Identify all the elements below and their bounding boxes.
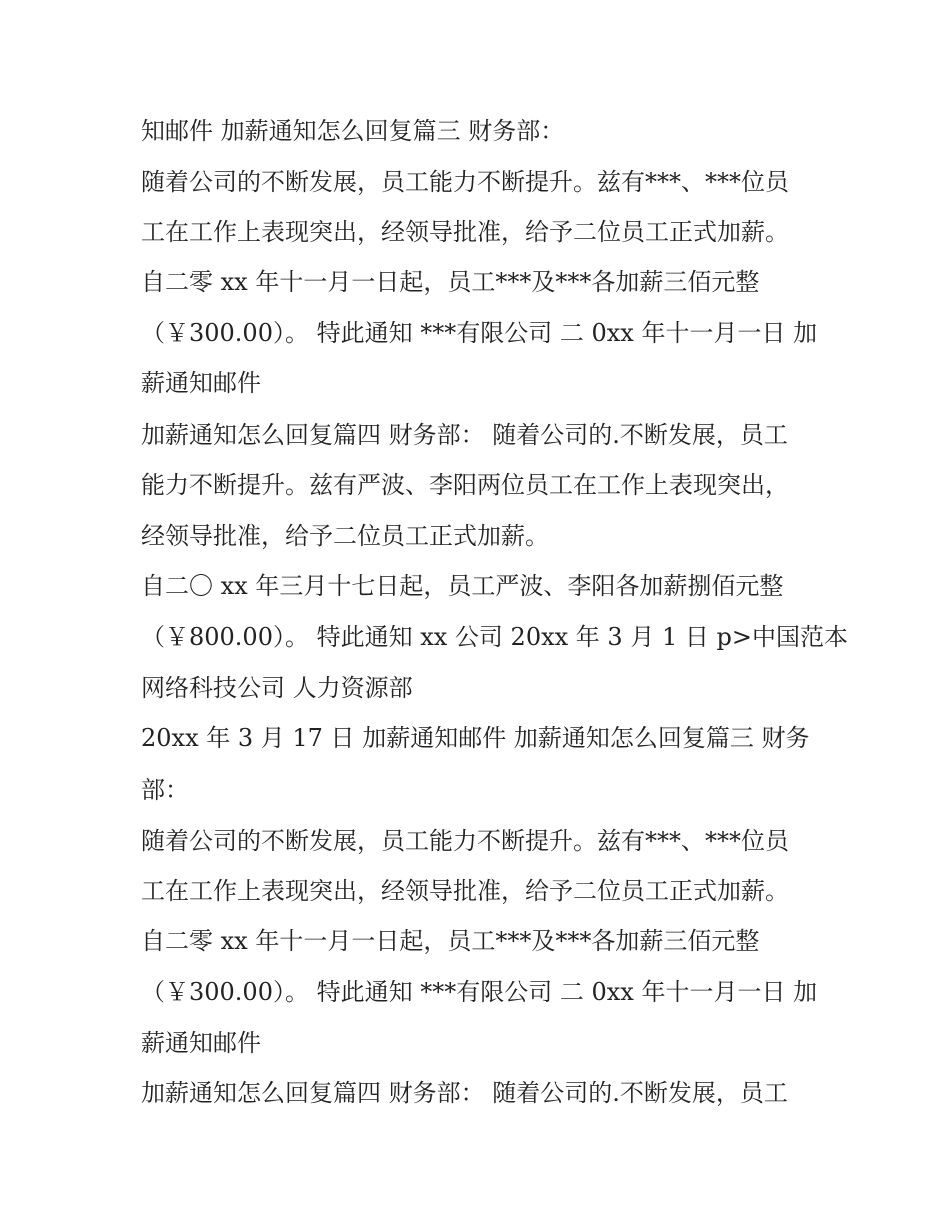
text-line: 网络科技公司 人力资源部 (141, 674, 413, 702)
text-line: 部： (141, 776, 189, 804)
text-line: （￥300.00）。 特此通知 ***有限公司 二 0xx 年十一月一日 加 (141, 319, 818, 347)
text-line: 薪通知邮件 (141, 369, 261, 397)
text-line: 自二〇 xx 年三月十七日起，员工严波、李阳各加薪捌佰元整 (141, 572, 784, 600)
text-line: 自二零 xx 年十一月一日起，员工***及***各加薪三佰元整 (141, 927, 760, 955)
text-line: 加薪通知怎么回复篇四 财务部： 随着公司的.不断发展，员工 (141, 421, 788, 449)
text-line: 随着公司的不断发展，员工能力不断提升。兹有***、***位员 (141, 827, 789, 855)
text-line: （￥300.00）。 特此通知 ***有限公司 二 0xx 年十一月一日 加 (141, 978, 818, 1006)
text-line: 工在工作上表现突出，经领导批准，给予二位员工正式加薪。 (141, 218, 789, 246)
text-line: 知邮件 加薪通知怎么回复篇三 财务部： (141, 117, 565, 145)
text-line: 随着公司的不断发展，员工能力不断提升。兹有***、***位员 (141, 168, 789, 196)
text-line: 20xx 年 3 月 17 日 加薪通知邮件 加薪通知怎么回复篇三 财务 (141, 724, 810, 752)
text-line: 能力不断提升。兹有严波、李阳两位员工在工作上表现突出， (141, 471, 789, 499)
text-line: 经领导批准，给予二位员工正式加薪。 (141, 522, 549, 550)
text-line: （￥800.00）。 特此通知 xx 公司 20xx 年 3 月 1 日 p>中国范本 (141, 623, 848, 651)
text-line: 自二零 xx 年十一月一日起，员工***及***各加薪三佰元整 (141, 268, 760, 296)
text-line: 薪通知邮件 (141, 1029, 261, 1057)
text-line: 加薪通知怎么回复篇四 财务部： 随着公司的.不断发展，员工 (141, 1079, 788, 1107)
text-line: 工在工作上表现突出，经领导批准，给予二位员工正式加薪。 (141, 877, 789, 905)
